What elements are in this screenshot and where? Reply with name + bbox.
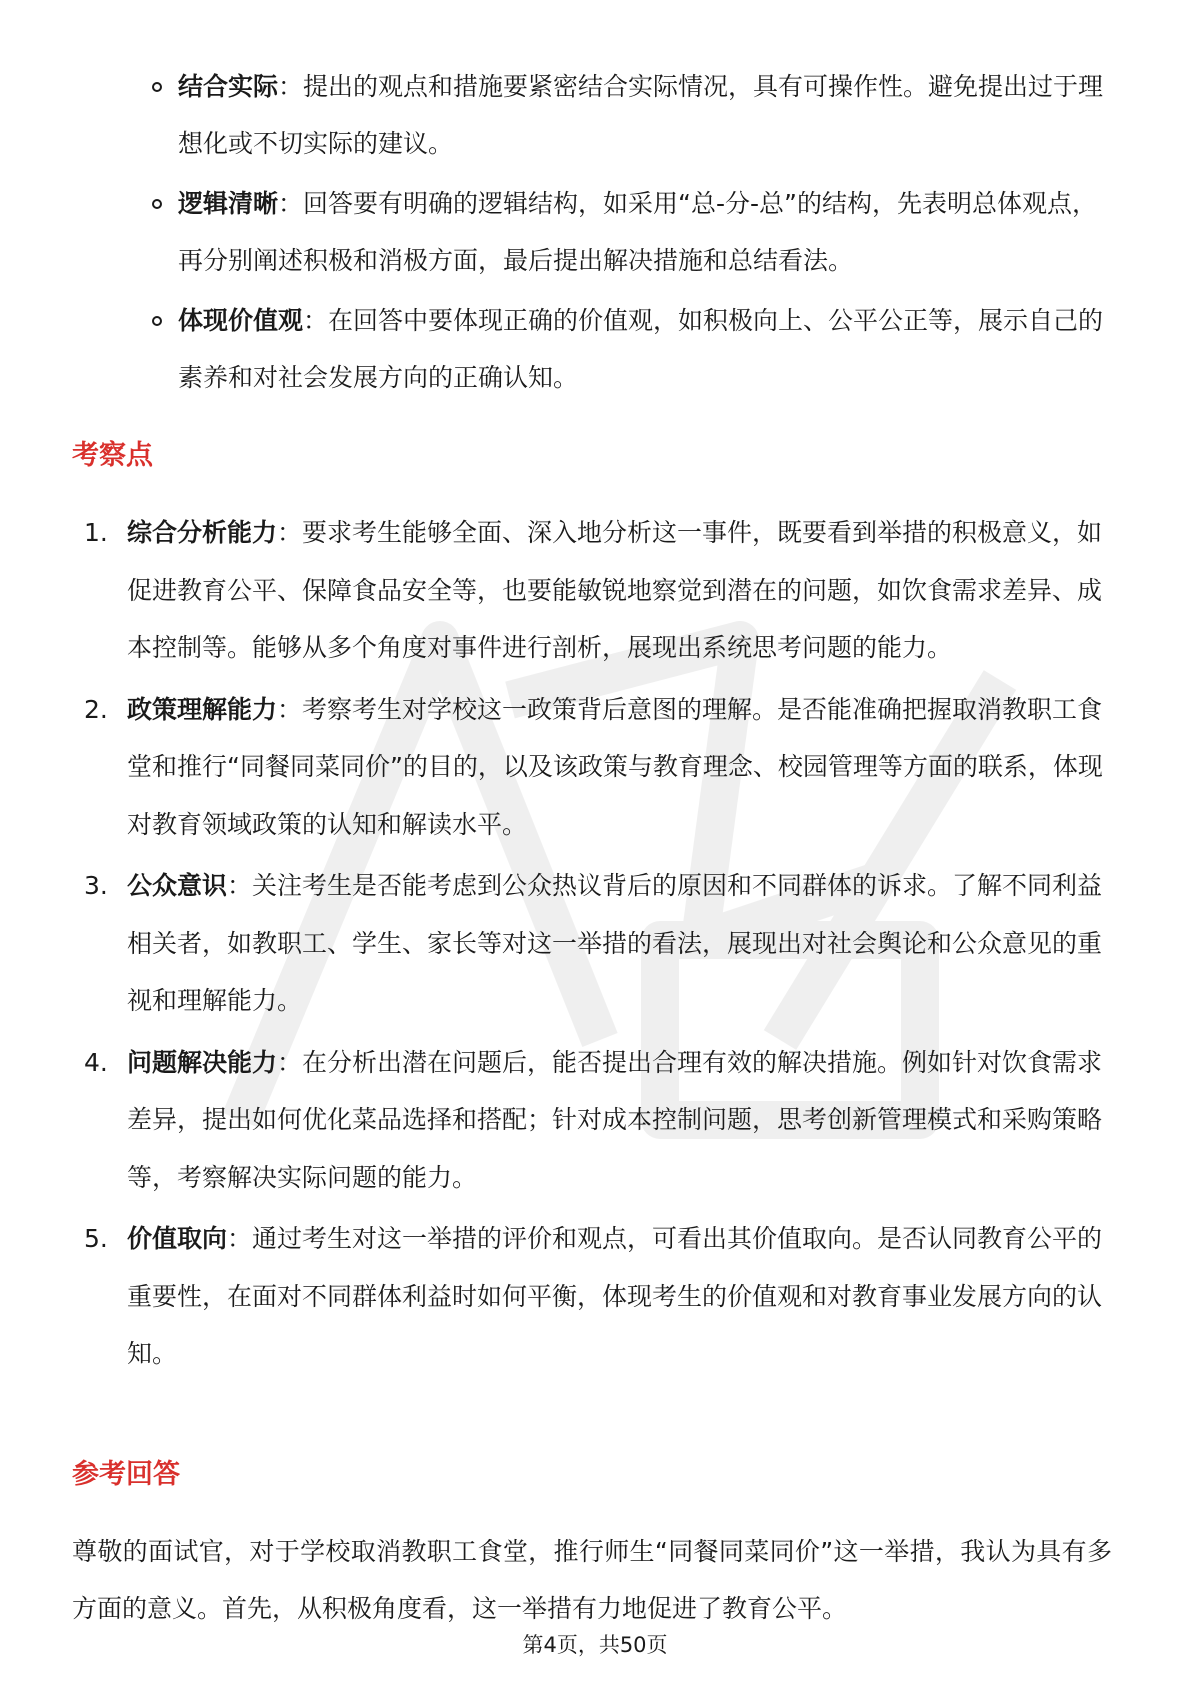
item-term: 结合实际 [178, 72, 279, 101]
circle-bullet-icon [152, 82, 162, 92]
list-item [84, 681, 1112, 854]
item-text: ：考察考生对学校这一政策背后意图的理解。是否能准确把握取消教职工食堂和推行“同餐同菜同价”的目的，以及该政策与教育理念、校园管理等方面的联系，体现对教育领域政策的认知和解读水平。 [127, 694, 1103, 839]
item-text: ：在分析出潜在问题后，能否提出合理有效的解决措施。例如针对饮食需求差异，提出如何优化菜品选择和搭配；针对成本控制问题，思考创新管理模式和采购策略等，考察解决实际问题的能力。 [127, 1047, 1103, 1192]
circle-bullet-icon [152, 199, 162, 209]
item-text: ：要求考生能够全面、深入地分析这一事件，既要看到举措的积极意义，如促进教育公平、保障食品安全等，也要能敏锐地察觉到潜在的问题，如饮食需求差异、成本控制等。能够从多个角度对事件进行剖析，展现出系统思考问题的能力。 [127, 518, 1103, 662]
list-item [148, 175, 1108, 289]
item-number: 2. [84, 694, 108, 724]
list-item [84, 1210, 1112, 1383]
list-item [84, 504, 1112, 677]
item-term: 综合分析能力 [127, 518, 278, 547]
item-text: ：回答要有明确的逻辑结构，如采用“总-分-总”的结构，先表明总体观点，再分别阐述积极和消极方面，最后提出解决措施和总结看法。 [178, 189, 1097, 275]
list-item [84, 1034, 1112, 1207]
item-text: ：关注考生是否能考虑到公众热议背后的原因和不同群体的诉求。了解不同利益相关者，如教职工、学生、家长等对这一举措的看法，展现出对社会舆论和公众意见的重视和理解能力。 [127, 871, 1103, 1015]
section-heading-cankao: 参考回答 [72, 1459, 180, 1490]
circle-bullet-icon [152, 316, 162, 326]
sub-bullet-list [148, 58, 1108, 409]
item-number: 1. [84, 518, 108, 547]
item-number: 4. [84, 1047, 108, 1077]
item-text: ：在回答中要体现正确的价值观，如积极向上、公平公正等，展示自己的素养和对社会发展方向的正确认知。 [178, 306, 1104, 392]
list-item [148, 58, 1108, 172]
list-item [148, 292, 1108, 406]
item-number: 5. [84, 1224, 108, 1253]
section-heading-kaochadian: 考察点 [72, 440, 153, 471]
item-term: 公众意识 [127, 871, 228, 900]
answer-paragraph: 尊敬的面试官，对于学校取消教职工食堂，推行师生“同餐同菜同价”这一举措，我认为具有多方面的意义。首先，从积极角度看，这一举措有力地促进了教育公平。 [72, 1537, 1112, 1623]
item-text: ：通过考生对这一举措的评价和观点，可看出其价值取向。是否认同教育公平的重要性，在面对不同群体利益时如何平衡，体现考生的价值观和对教育事业发展方向的认知。 [127, 1224, 1103, 1368]
item-term: 价值取向 [127, 1224, 228, 1253]
item-text: ：提出的观点和措施要紧密结合实际情况，具有可操作性。避免提出过于理想化或不切实际的建议。 [178, 72, 1104, 158]
list-item [84, 857, 1112, 1030]
item-term: 问题解决能力 [127, 1047, 278, 1077]
numbered-list [84, 504, 1112, 1387]
item-number: 3. [84, 871, 108, 900]
item-term: 体现价值观 [178, 306, 304, 335]
item-term: 政策理解能力 [127, 694, 278, 724]
item-term: 逻辑清晰 [178, 189, 279, 218]
page-footer: 第4页，共50页 [522, 1633, 668, 1657]
